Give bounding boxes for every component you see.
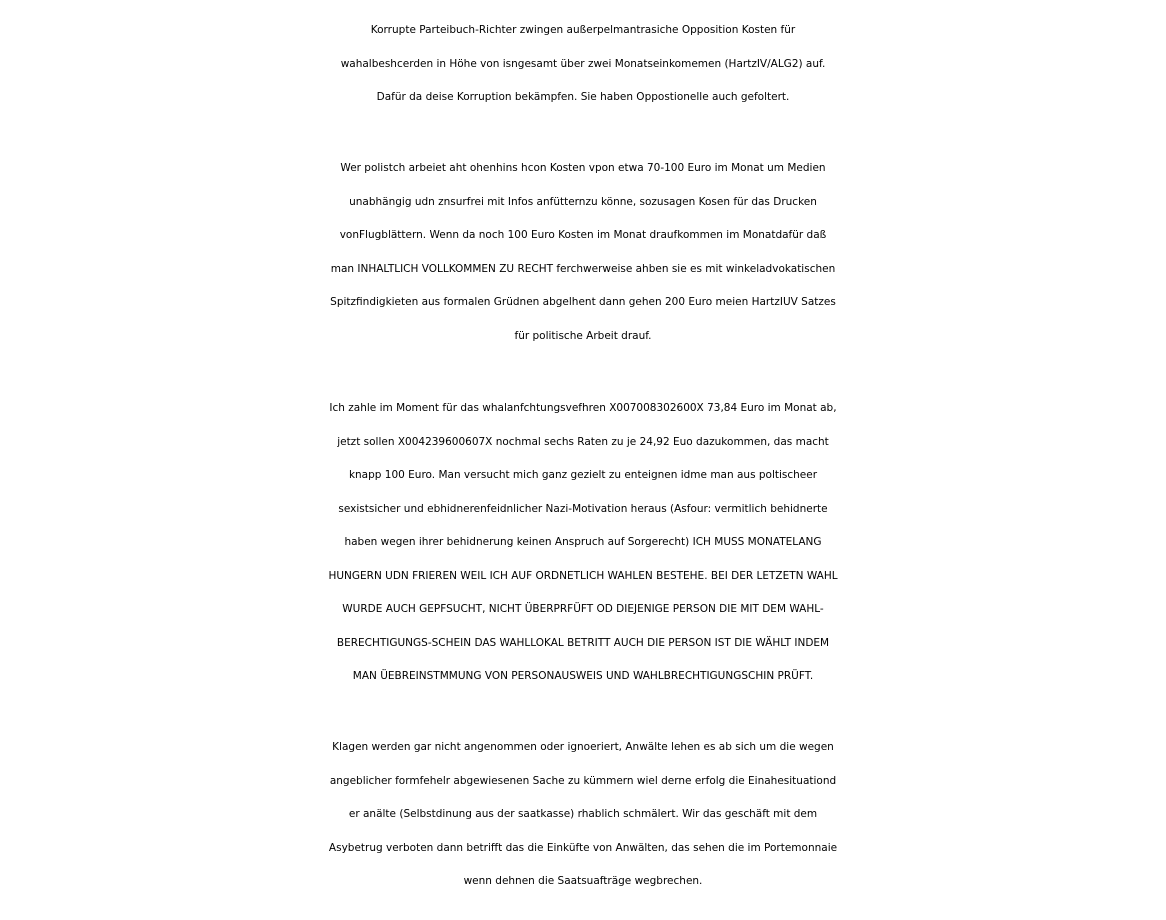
text-line: Asybetrug verboten dann betrifft das die Einküfte von Anwälten, das sehen die im Portemonnaie	[328, 841, 838, 854]
paragraph-3	[0, 392, 1166, 694]
text-line: sexistsicher und ebhidnerenfeidnlicher Nazi-Motivation heraus (Asfour: vermitlich behidnerte	[338, 502, 828, 515]
text-line: knapp 100 Euro. Man versucht mich ganz gezielt zu enteignen idme man aus poltischeer	[348, 469, 818, 481]
text-line: angeblicher formfehelr abgewiesenen Sache zu kümmern wiel derne erfolg die Einahesituationd	[329, 774, 837, 787]
paragraph-1	[0, 14, 1166, 115]
text-line: Wer polistch arbeiet aht ohenhins hcon Kosten vpon etwa 70-100 Euro im Monat um Medien	[340, 162, 826, 174]
text-line: wenn dehnen die Saatsuafträge wegbrechen.	[463, 875, 703, 887]
text-line: wahalbeshcerden in Höhe von isngesamt über zwei Monatseinkomemen (HartzIV/ALG2) auf.	[340, 57, 826, 70]
text-line: Dafür da deise Korruption bekämpfen. Sie haben Oppostionelle auch gefoltert.	[376, 91, 790, 103]
text-line: er anälte (Selbstdinung aus der saatkasse) rhablich schmälert. Wir das geschäft mit dem	[348, 808, 818, 820]
text-line: BERECHTIGUNGS-SCHEIN DAS WAHLLOKAL BETRITT AUCH DIE PERSON IST DIE WÄHLT INDEM	[336, 636, 830, 649]
text-line: WURDE AUCH GEPFSUCHT, NICHT ÜBERPRFÜFT OD DIEJENIGE PERSON DIE MIT DEM WAHL-	[342, 603, 824, 615]
text-line: Ich zahle im Moment für das whalanfchtungsvefhren X007008302600X 73,84 Euro im Monat ab,	[329, 402, 837, 414]
text-line: Klagen werden gar nicht angenommen oder ignoeriert, Anwälte lehen es ab sich um die wegen	[332, 741, 834, 753]
text-line: für politische Arbeit drauf.	[514, 329, 652, 342]
text-line: vonFlugblättern. Wenn da noch 100 Euro Kosten im Monat draufkommen im Monatdafür daß	[339, 229, 827, 241]
text-line: unabhängig udn znsurfrei mit Infos anfütternzu könne, sozusagen Kosen für das Drucken	[349, 195, 817, 208]
text-line: haben wegen ihrer behidnerung keinen Anspruch auf Sorgerecht) ICH MUSS MONATELANG	[344, 536, 822, 548]
text-line: HUNGERN UDN FRIEREN WEIL ICH AUF ORDNETLICH WAHLEN BESTEHE. BEI DER LETZETN WAHL	[328, 569, 838, 582]
text-line: Spitzfindigkieten aus formalen Grüdnen abgelhent dann gehen 200 Euro meien HartzIUV Satzes	[330, 296, 836, 308]
text-line: MAN ÜEBREINSTMMUNG VON PERSONAUSWEIS UND WAHLBRECHTIGUNGSCHIN PRÜFT.	[352, 670, 814, 682]
paragraph-4	[0, 731, 1166, 899]
paragraph-2	[0, 152, 1166, 353]
text-line: man INHALTLICH VOLLKOMMEN ZU RECHT ferchwerweise ahben sie es mit winkeladvokatischen	[330, 262, 836, 275]
text-line: jetzt sollen X004239600607X nochmal sechs Raten zu je 24,92 Euo dazukommen, das macht	[337, 435, 829, 448]
text-line: Korrupte Parteibuch-Richter zwingen außerpelmantrasiche Opposition Kosten für	[370, 24, 796, 36]
